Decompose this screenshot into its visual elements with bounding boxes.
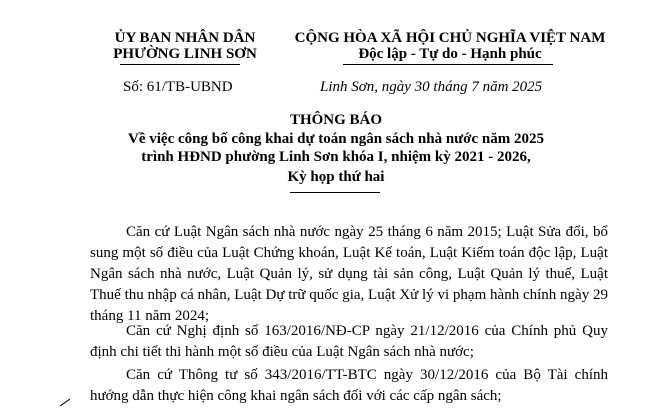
place-and-date: Linh Sơn, ngày 30 tháng 7 năm 2025 — [320, 79, 543, 95]
body-paragraph-legal-basis-3: Căn cứ Thông tư số 343/2016/TT-BTC ngày 30/12/2016 của Bộ Tài chính hướng dẫn thực hiện công khai ngân sách đối với các cấp ngân sách; — [90, 367, 608, 404]
issuing-authority-line2: PHƯỜNG LINH SƠN — [113, 46, 257, 62]
issuing-authority-line1: ỦY BAN NHÂN DÂN — [114, 30, 256, 46]
body-paragraph-legal-basis-2: Căn cứ Nghị định số 163/2016/NĐ-CP ngày 21/12/2016 của Chính phủ Quy định chi tiết thi hành một số điều của Luật Ngân sách nhà nước; — [90, 323, 608, 360]
motto-underline — [343, 64, 553, 65]
body-paragraph-legal-basis-1: Căn cứ Luật Ngân sách nhà nước ngày 25 tháng 6 năm 2015; Luật Sửa đổi, bổ sung một số điều của Luật Chứng khoán, Luật Kế toán, Luật Kiểm toán độc lập, Luật Ngân sách nhà nước, Luật Quản lý, sử dụng tài sản công, Luật Quản lý thuế, Luật Thuế thu nhập cá nhân, Luật Dự trữ quốc gia, Luật Xử lý vi phạm hành chính ngày 29 tháng 11 năm 2024; — [90, 224, 608, 324]
document-number: Số: 61/TB-UBND — [123, 79, 233, 95]
subject-underline — [290, 192, 380, 193]
notice-subject-line3: Kỳ họp thứ hai — [287, 169, 385, 185]
page-edge-mark — [60, 399, 70, 407]
notice-title: THÔNG BÁO — [289, 112, 383, 128]
notice-subject-line2: trình HĐND phường Linh Sơn khóa I, nhiệm kỳ 2021 - 2026, — [141, 149, 531, 165]
notice-subject-line1: Về việc công bố công khai dự toán ngân sách nhà nước năm 2025 — [128, 131, 544, 147]
national-title: CỘNG HÒA XÃ HỘI CHỦ NGHĨA VIỆT NAM — [294, 30, 606, 46]
authority-underline — [120, 64, 240, 65]
national-motto: Độc lập - Tự do - Hạnh phúc — [358, 46, 542, 62]
